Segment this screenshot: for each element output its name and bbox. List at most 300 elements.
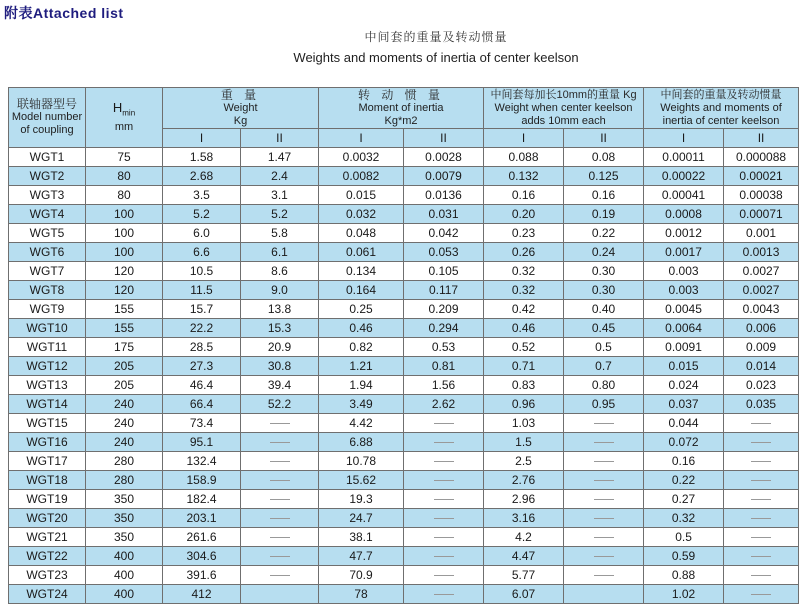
value-cell: [404, 585, 484, 604]
value-cell: 78: [319, 585, 404, 604]
value-cell: 0.037: [644, 395, 724, 414]
value-cell: [404, 471, 484, 490]
value-cell: 350: [86, 528, 163, 547]
model-cell: WGT13: [9, 376, 86, 395]
table-row: [9, 205, 799, 224]
no-value-dash: [594, 575, 614, 576]
value-cell: 0.08: [564, 148, 644, 167]
table-row: [9, 357, 799, 376]
no-value-dash: [270, 518, 290, 519]
value-cell: 1.5: [484, 433, 564, 452]
table-title-en: Weights and moments of inertia of center keelson: [293, 50, 579, 65]
value-cell: 0.45: [564, 319, 644, 338]
no-value-dash: [751, 556, 771, 557]
subheader-add10-I: I: [484, 129, 564, 148]
value-cell: 0.81: [404, 357, 484, 376]
model-cell: WGT6: [9, 243, 86, 262]
value-cell: 0.031: [404, 205, 484, 224]
value-cell: 0.30: [564, 281, 644, 300]
value-cell: 0.0032: [319, 148, 404, 167]
value-cell: 6.88: [319, 433, 404, 452]
col-header-add10-en2: adds 10mm each: [521, 114, 606, 127]
value-cell: 0.015: [319, 186, 404, 205]
value-cell: [724, 433, 799, 452]
value-cell: 1.47: [241, 148, 319, 167]
value-cell: 205: [86, 376, 163, 395]
no-value-dash: [751, 480, 771, 481]
value-cell: 0.0043: [724, 300, 799, 319]
model-cell: WGT17: [9, 452, 86, 471]
value-cell: 6.6: [163, 243, 241, 262]
table-row: [9, 167, 799, 186]
value-cell: 0.024: [644, 376, 724, 395]
subheader-keelson-I: I: [644, 129, 724, 148]
value-cell: 0.0013: [724, 243, 799, 262]
value-cell: [241, 547, 319, 566]
model-cell: WGT12: [9, 357, 86, 376]
value-cell: [724, 509, 799, 528]
no-value-dash: [594, 556, 614, 557]
value-cell: [724, 490, 799, 509]
value-cell: 120: [86, 262, 163, 281]
value-cell: 47.7: [319, 547, 404, 566]
model-cell: WGT19: [9, 490, 86, 509]
value-cell: [241, 528, 319, 547]
value-cell: 28.5: [163, 338, 241, 357]
model-cell: WGT24: [9, 585, 86, 604]
value-cell: 100: [86, 243, 163, 262]
value-cell: [564, 547, 644, 566]
value-cell: 38.1: [319, 528, 404, 547]
value-cell: 75: [86, 148, 163, 167]
value-cell: 132.4: [163, 452, 241, 471]
value-cell: 261.6: [163, 528, 241, 547]
value-cell: [241, 566, 319, 585]
value-cell: 0.294: [404, 319, 484, 338]
col-header-keelson-zh: 中间套的重量及转动惯量: [660, 88, 782, 101]
value-cell: 0.003: [644, 281, 724, 300]
value-cell: [404, 566, 484, 585]
value-cell: 0.0091: [644, 338, 724, 357]
value-cell: [241, 452, 319, 471]
value-cell: 70.9: [319, 566, 404, 585]
value-cell: 0.001: [724, 224, 799, 243]
value-cell: 0.072: [644, 433, 724, 452]
value-cell: [404, 452, 484, 471]
table-title-zh: 中间套的重量及转动惯量: [364, 30, 508, 44]
value-cell: 0.5: [644, 528, 724, 547]
value-cell: [564, 433, 644, 452]
value-cell: 0.25: [319, 300, 404, 319]
value-cell: [564, 414, 644, 433]
value-cell: [404, 490, 484, 509]
value-cell: 0.19: [564, 205, 644, 224]
value-cell: [564, 471, 644, 490]
value-cell: 240: [86, 395, 163, 414]
value-cell: 304.6: [163, 547, 241, 566]
value-cell: 0.0064: [644, 319, 724, 338]
value-cell: [564, 509, 644, 528]
value-cell: 0.0028: [404, 148, 484, 167]
value-cell: 15.7: [163, 300, 241, 319]
value-cell: 3.16: [484, 509, 564, 528]
value-cell: 280: [86, 452, 163, 471]
value-cell: 0.22: [564, 224, 644, 243]
no-value-dash: [434, 518, 454, 519]
table-row: [9, 433, 799, 452]
value-cell: [724, 414, 799, 433]
value-cell: 205: [86, 357, 163, 376]
model-cell: WGT10: [9, 319, 86, 338]
value-cell: 0.96: [484, 395, 564, 414]
table-row: [9, 547, 799, 566]
no-value-dash: [751, 594, 771, 595]
value-cell: 4.47: [484, 547, 564, 566]
value-cell: 0.32: [644, 509, 724, 528]
value-cell: [404, 414, 484, 433]
value-cell: 400: [86, 566, 163, 585]
model-cell: WGT21: [9, 528, 86, 547]
col-header-model-en1: Model number: [11, 111, 83, 123]
value-cell: 0.0082: [319, 167, 404, 186]
value-cell: 0.044: [644, 414, 724, 433]
value-cell: 0.006: [724, 319, 799, 338]
model-cell: WGT22: [9, 547, 86, 566]
no-value-dash: [434, 480, 454, 481]
table-row: [9, 395, 799, 414]
col-header-keelson-en1: Weights and moments of: [660, 101, 782, 114]
value-cell: 39.4: [241, 376, 319, 395]
subheader-keelson-II: II: [724, 129, 799, 148]
value-cell: [564, 585, 644, 604]
value-cell: 5.2: [241, 205, 319, 224]
col-header-weight: [163, 88, 319, 129]
value-cell: [724, 566, 799, 585]
value-cell: 0.82: [319, 338, 404, 357]
table-body: [9, 148, 799, 604]
value-cell: 412: [163, 585, 241, 604]
value-cell: 2.62: [404, 395, 484, 414]
value-cell: 0.00022: [644, 167, 724, 186]
value-cell: [724, 452, 799, 471]
value-cell: 0.32: [484, 262, 564, 281]
value-cell: [564, 490, 644, 509]
value-cell: 5.77: [484, 566, 564, 585]
value-cell: 13.8: [241, 300, 319, 319]
table-row: [9, 186, 799, 205]
value-cell: 1.94: [319, 376, 404, 395]
value-cell: 0.0027: [724, 281, 799, 300]
value-cell: [564, 452, 644, 471]
value-cell: 120: [86, 281, 163, 300]
col-header-keelson: [644, 88, 799, 129]
value-cell: 9.0: [241, 281, 319, 300]
no-value-dash: [751, 423, 771, 424]
model-cell: WGT4: [9, 205, 86, 224]
table-row: [9, 376, 799, 395]
no-value-dash: [270, 556, 290, 557]
value-cell: 0.032: [319, 205, 404, 224]
value-cell: 158.9: [163, 471, 241, 490]
subheader-weight-II: II: [241, 129, 319, 148]
value-cell: 0.014: [724, 357, 799, 376]
table-row: [9, 490, 799, 509]
no-value-dash: [434, 556, 454, 557]
model-cell: WGT20: [9, 509, 86, 528]
value-cell: 0.105: [404, 262, 484, 281]
value-cell: 0.16: [484, 186, 564, 205]
no-value-dash: [434, 442, 454, 443]
value-cell: [241, 509, 319, 528]
model-cell: WGT3: [9, 186, 86, 205]
value-cell: 0.7: [564, 357, 644, 376]
subheader-moment-II: II: [404, 129, 484, 148]
col-header-hmin-unit: mm: [114, 120, 134, 133]
value-cell: 280: [86, 471, 163, 490]
no-value-dash: [751, 442, 771, 443]
value-cell: 0.053: [404, 243, 484, 262]
value-cell: 400: [86, 547, 163, 566]
value-cell: 0.048: [319, 224, 404, 243]
value-cell: 350: [86, 509, 163, 528]
value-cell: 0.30: [564, 262, 644, 281]
value-cell: 203.1: [163, 509, 241, 528]
value-cell: 0.0017: [644, 243, 724, 262]
table-row: [9, 414, 799, 433]
no-value-dash: [751, 499, 771, 500]
value-cell: 0.20: [484, 205, 564, 224]
value-cell: [241, 471, 319, 490]
value-cell: 0.46: [319, 319, 404, 338]
value-cell: 3.49: [319, 395, 404, 414]
no-value-dash: [270, 480, 290, 481]
subheader-add10-II: II: [564, 129, 644, 148]
no-value-dash: [751, 518, 771, 519]
value-cell: 0.164: [319, 281, 404, 300]
value-cell: 2.5: [484, 452, 564, 471]
table-row: [9, 471, 799, 490]
no-value-dash: [594, 442, 614, 443]
no-value-dash: [270, 575, 290, 576]
value-cell: 8.6: [241, 262, 319, 281]
value-cell: 155: [86, 300, 163, 319]
value-cell: 0.52: [484, 338, 564, 357]
value-cell: 0.003: [644, 262, 724, 281]
value-cell: [724, 528, 799, 547]
value-cell: 0.061: [319, 243, 404, 262]
col-header-weight-unit: Kg: [233, 114, 248, 127]
value-cell: 3.5: [163, 186, 241, 205]
value-cell: 0.16: [564, 186, 644, 205]
value-cell: 0.24: [564, 243, 644, 262]
col-header-model-en2: of coupling: [20, 124, 74, 136]
value-cell: 400: [86, 585, 163, 604]
attached-list-label: 附表Attached list: [4, 5, 124, 21]
col-header-weight-zh: 重 量: [220, 87, 261, 102]
value-cell: 1.58: [163, 148, 241, 167]
value-cell: 0.95: [564, 395, 644, 414]
value-cell: 2.76: [484, 471, 564, 490]
model-cell: WGT9: [9, 300, 86, 319]
value-cell: 0.015: [644, 357, 724, 376]
no-value-dash: [434, 537, 454, 538]
no-value-dash: [751, 575, 771, 576]
value-cell: 6.1: [241, 243, 319, 262]
value-cell: 2.68: [163, 167, 241, 186]
value-cell: 66.4: [163, 395, 241, 414]
value-cell: [241, 433, 319, 452]
no-value-dash: [594, 499, 614, 500]
col-header-keelson-en2: inertia of center keelson: [662, 114, 780, 127]
table-row: [9, 509, 799, 528]
value-cell: 0.00038: [724, 186, 799, 205]
value-cell: [241, 490, 319, 509]
value-cell: 20.9: [241, 338, 319, 357]
value-cell: [724, 585, 799, 604]
value-cell: 0.00011: [644, 148, 724, 167]
value-cell: 0.46: [484, 319, 564, 338]
value-cell: 0.125: [564, 167, 644, 186]
no-value-dash: [751, 461, 771, 462]
value-cell: 350: [86, 490, 163, 509]
col-header-weight-en: Weight: [223, 101, 258, 114]
no-value-dash: [594, 537, 614, 538]
value-cell: 0.59: [644, 547, 724, 566]
value-cell: 10.78: [319, 452, 404, 471]
table-row: [9, 528, 799, 547]
value-cell: [241, 414, 319, 433]
value-cell: 0.0079: [404, 167, 484, 186]
value-cell: 0.16: [644, 452, 724, 471]
table-title: [0, 28, 806, 65]
value-cell: 0.40: [564, 300, 644, 319]
value-cell: 27.3: [163, 357, 241, 376]
col-header-hmin-symbol: $H_{min}$: [112, 100, 136, 118]
keelson-weights-table: [8, 87, 799, 604]
value-cell: [564, 528, 644, 547]
value-cell: 80: [86, 186, 163, 205]
value-cell: 15.62: [319, 471, 404, 490]
value-cell: 391.6: [163, 566, 241, 585]
value-cell: 0.134: [319, 262, 404, 281]
table-row: [9, 452, 799, 471]
no-value-dash: [434, 575, 454, 576]
col-header-add10: [484, 88, 644, 129]
model-cell: WGT16: [9, 433, 86, 452]
table-row: [9, 566, 799, 585]
value-cell: 0.71: [484, 357, 564, 376]
model-cell: WGT23: [9, 566, 86, 585]
model-cell: WGT1: [9, 148, 86, 167]
value-cell: 0.132: [484, 167, 564, 186]
value-cell: 0.42: [484, 300, 564, 319]
table-row: [9, 300, 799, 319]
no-value-dash: [594, 461, 614, 462]
model-cell: WGT5: [9, 224, 86, 243]
no-value-dash: [434, 594, 454, 595]
no-value-dash: [594, 423, 614, 424]
value-cell: 2.4: [241, 167, 319, 186]
col-header-moment: [319, 88, 484, 129]
subheader-moment-I: I: [319, 129, 404, 148]
table-row: [9, 319, 799, 338]
value-cell: 0.0008: [644, 205, 724, 224]
value-cell: 0.83: [484, 376, 564, 395]
value-cell: 0.88: [644, 566, 724, 585]
value-cell: 80: [86, 167, 163, 186]
table-row: [9, 148, 799, 167]
value-cell: 19.3: [319, 490, 404, 509]
value-cell: 0.0045: [644, 300, 724, 319]
header-group-row: [9, 88, 799, 129]
value-cell: 10.5: [163, 262, 241, 281]
value-cell: 24.7: [319, 509, 404, 528]
value-cell: 0.0027: [724, 262, 799, 281]
value-cell: 6.0: [163, 224, 241, 243]
value-cell: 240: [86, 414, 163, 433]
value-cell: 4.2: [484, 528, 564, 547]
no-value-dash: [594, 480, 614, 481]
value-cell: 0.088: [484, 148, 564, 167]
value-cell: 0.117: [404, 281, 484, 300]
value-cell: [404, 547, 484, 566]
value-cell: [404, 509, 484, 528]
value-cell: 0.00071: [724, 205, 799, 224]
value-cell: 73.4: [163, 414, 241, 433]
value-cell: [241, 585, 319, 604]
no-value-dash: [270, 537, 290, 538]
model-cell: WGT15: [9, 414, 86, 433]
no-value-dash: [270, 461, 290, 462]
value-cell: 15.3: [241, 319, 319, 338]
value-cell: 100: [86, 224, 163, 243]
value-cell: 0.209: [404, 300, 484, 319]
value-cell: 4.42: [319, 414, 404, 433]
value-cell: [724, 547, 799, 566]
value-cell: 0.000088: [724, 148, 799, 167]
value-cell: 2.96: [484, 490, 564, 509]
table-row: [9, 224, 799, 243]
no-value-dash: [270, 442, 290, 443]
value-cell: 0.009: [724, 338, 799, 357]
value-cell: 11.5: [163, 281, 241, 300]
value-cell: 5.2: [163, 205, 241, 224]
model-cell: WGT7: [9, 262, 86, 281]
value-cell: 0.0012: [644, 224, 724, 243]
value-cell: 155: [86, 319, 163, 338]
col-header-moment-unit: Kg*m2: [384, 114, 418, 127]
value-cell: 1.56: [404, 376, 484, 395]
value-cell: 5.8: [241, 224, 319, 243]
value-cell: 52.2: [241, 395, 319, 414]
value-cell: 0.23: [484, 224, 564, 243]
no-value-dash: [270, 423, 290, 424]
value-cell: 3.1: [241, 186, 319, 205]
model-cell: WGT11: [9, 338, 86, 357]
col-header-add10-en1: Weight when center keelson: [494, 101, 633, 114]
value-cell: 0.023: [724, 376, 799, 395]
value-cell: 0.32: [484, 281, 564, 300]
no-value-dash: [434, 499, 454, 500]
value-cell: 1.02: [644, 585, 724, 604]
no-value-dash: [270, 499, 290, 500]
col-header-model: [9, 88, 86, 148]
value-cell: 0.26: [484, 243, 564, 262]
value-cell: 0.00021: [724, 167, 799, 186]
value-cell: 0.042: [404, 224, 484, 243]
value-cell: [724, 471, 799, 490]
value-cell: 182.4: [163, 490, 241, 509]
